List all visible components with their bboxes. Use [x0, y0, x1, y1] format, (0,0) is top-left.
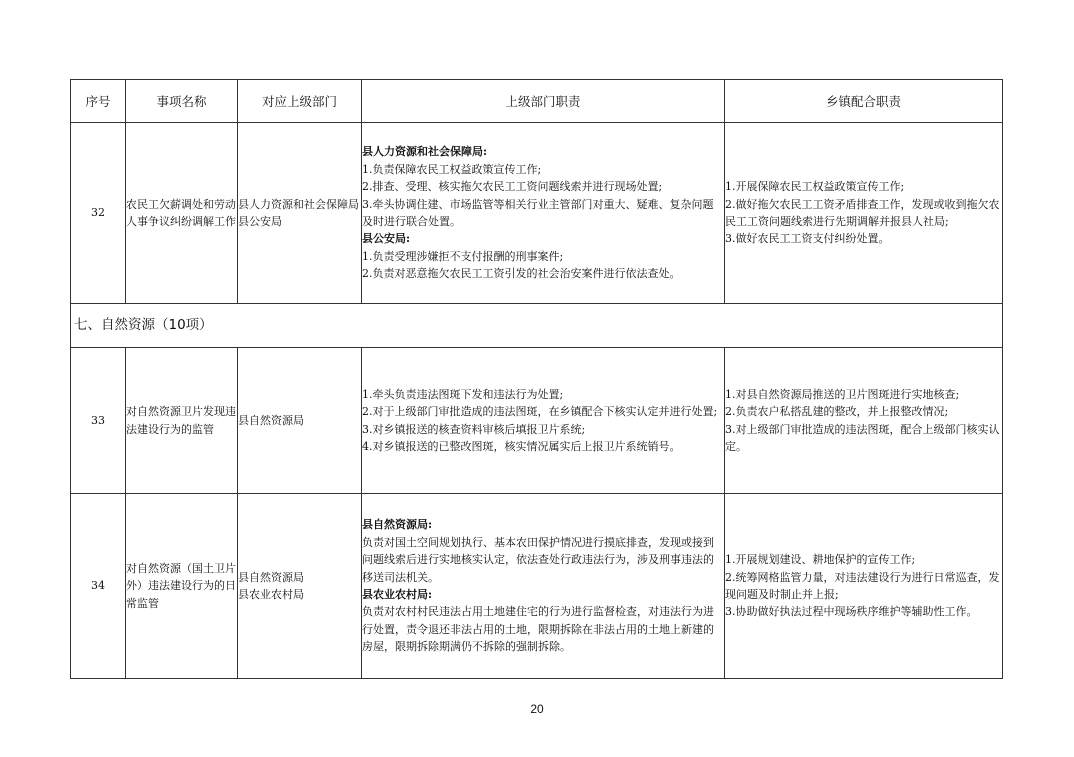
duty-dept-heading: 县农业农村局: [362, 588, 433, 601]
header-town-duty: 乡镇配合职责 [725, 80, 1003, 123]
town-duty [725, 123, 1003, 304]
duty-item: 1.牵头负责违法图斑下发和违法行为处置; [362, 387, 564, 401]
upper-duty [362, 348, 725, 494]
responsibility-table [70, 79, 1003, 679]
table-row [71, 494, 1003, 679]
duty-item: 2.排查、受理、核实拖欠农民工工资问题线索并进行现场处置; [362, 180, 663, 194]
duty-dept-heading: 县自然资源局: [362, 518, 433, 532]
duty-item: 3.对乡镇报送的核查资料审核后填报卫片系统; [362, 422, 586, 436]
header-item-name: 事项名称 [126, 80, 238, 123]
duty-item: 2.负责对恶意拖欠农民工工资引发的社会治安案件进行依法查处。 [362, 267, 681, 281]
table-row [71, 123, 1003, 304]
town-duty-item: 1.对县自然资源局推送的卫片图斑进行实地核查; [725, 387, 960, 401]
header-no: 序号 [71, 80, 126, 123]
item-name: 农民工欠薪调处和劳动人事争议纠纷调解工作 [126, 123, 238, 304]
town-duty-item: 1.开展保障农民工权益政策宣传工作; [725, 180, 905, 194]
duty-item: 2.对于上级部门审批造成的违法图斑，在乡镇配合下核实认定并进行处置; [362, 405, 718, 419]
upper-dept [238, 348, 362, 494]
upper-dept [238, 494, 362, 679]
town-duty-item: 3.协助做好执法过程中现场秩序维护等辅助性工作。 [725, 605, 978, 619]
table-header-row [71, 80, 1003, 123]
dept-name: 县人力资源和社会保障局 [238, 197, 359, 211]
town-duty-item: 2.负责农户私搭乱建的整改，并上报整改情况; [725, 405, 949, 419]
item-name: 对自然资源（国土卫片外）违法建设行为的日常监管 [126, 494, 238, 679]
section-title: 七、自然资源（10项） [71, 304, 1003, 348]
section-row [71, 304, 1003, 348]
town-duty-item: 2.做好拖欠农民工工资矛盾排查工作，发现或收到拖欠农民工工资问题线索进行先期调解并报县人社局; [725, 197, 1000, 228]
duty-dept-heading: 县人力资源和社会保障局: [362, 145, 488, 159]
page-number: 20 [530, 702, 544, 716]
town-duty-item: 3.做好农民工工资支付纠纷处置。 [725, 232, 890, 246]
upper-duty [362, 494, 725, 679]
row-number: 32 [71, 123, 126, 304]
dept-name: 县农业农村局 [238, 588, 304, 601]
upper-duty [362, 123, 725, 304]
duty-item: 3.牵头协调住建、市场监管等相关行业主管部门对重大、疑难、复杂问题及时进行联合处置。 [362, 197, 714, 228]
town-duty [725, 348, 1003, 494]
dept-name: 县自然资源局 [238, 413, 304, 427]
dept-name: 县公安局 [238, 215, 282, 228]
town-duty-item: 3.对上级部门审批造成的违法图斑，配合上级部门核实认定。 [725, 422, 1000, 453]
dept-name: 县自然资源局 [238, 570, 304, 584]
duty-item: 1.负责受理涉嫌拒不支付报酬的刑事案件; [362, 249, 564, 263]
header-upper-duty: 上级部门职责 [362, 80, 725, 123]
duty-item: 负责对国土空间规划执行、基本农田保护情况进行摸底排查，发现或接到问题线索后进行实地核实认定，依法查处行政违法行为，涉及刑事违法的移送司法机关。 [362, 535, 714, 584]
row-number: 34 [71, 494, 126, 679]
upper-dept [238, 123, 362, 304]
table-row [71, 348, 1003, 494]
duty-item: 负责对农村村民违法占用土地建住宅的行为进行监督检查，对违法行为进行处置，责令退还非法占用的土地，限期拆除在非法占用的土地上新建的房屋，限期拆除期满仍不拆除的强制拆除。 [362, 605, 714, 654]
duty-item: 4.对乡镇报送的已整改图斑，核实情况属实后上报卫片系统销号。 [362, 439, 681, 453]
duty-item: 1.负责保障农民工权益政策宣传工作; [362, 162, 542, 176]
row-number: 33 [71, 348, 126, 494]
item-name: 对自然资源卫片发现违法建设行为的监管 [126, 348, 238, 494]
duty-dept-heading: 县公安局: [362, 232, 411, 246]
town-duty-item: 2.统筹网格监管力量，对违法建设行为进行日常巡查，发现问题及时制止并上报; [725, 570, 1000, 601]
header-upper-dept: 对应上级部门 [238, 80, 362, 123]
town-duty-item: 1.开展规划建设、耕地保护的宣传工作; [725, 553, 916, 567]
town-duty [725, 494, 1003, 679]
